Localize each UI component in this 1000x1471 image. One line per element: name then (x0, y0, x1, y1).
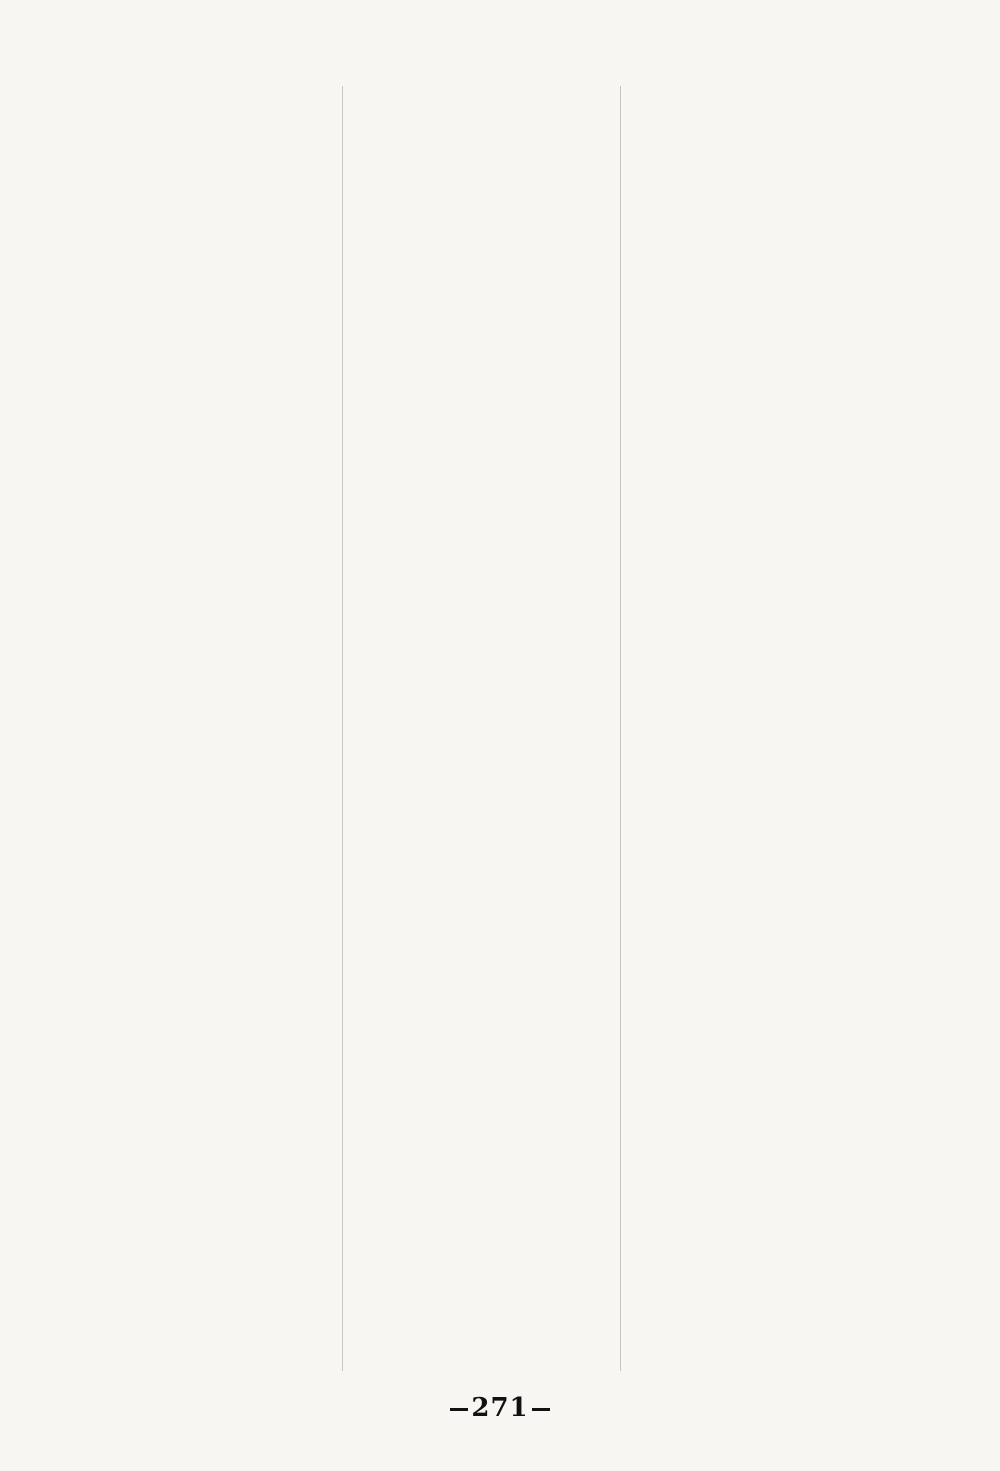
text-column-middle (346, 86, 616, 1371)
page-number-dash (532, 1408, 550, 1411)
column-divider (620, 86, 621, 1371)
text-column-right (624, 86, 924, 1371)
page-number-text: 271 (471, 1393, 529, 1423)
page-number (0, 1393, 1000, 1423)
text-column-left (78, 86, 340, 1371)
column-divider (342, 86, 343, 1371)
page-number-dash (450, 1408, 468, 1411)
